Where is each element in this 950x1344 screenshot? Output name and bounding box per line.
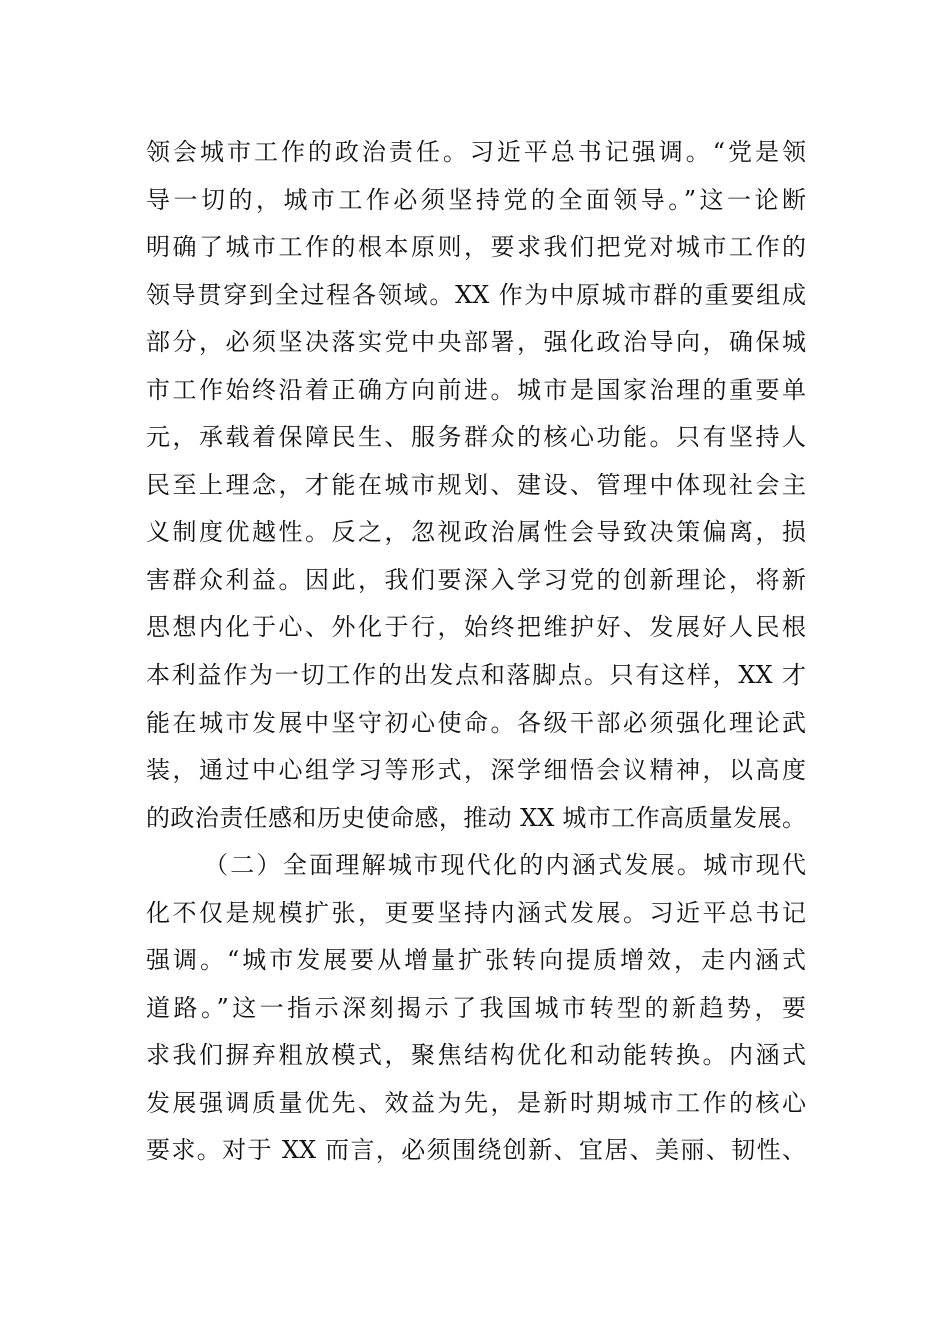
text-line: 领导贯穿到全过程各领域。XX 作为中原城市群的重要组成 (146, 280, 806, 309)
text-line: 本利益作为一切工作的出发点和落脚点。只有这样，XX 才 (146, 661, 806, 690)
document-page-body (146, 131, 806, 1177)
text-line: 市工作始终沿着正确方向前进。城市是国家治理的重要单 (146, 375, 806, 404)
paragraph (146, 844, 806, 1177)
text-line: 强调。“城市发展要从增量扩张转向提质增效，走内涵式 (146, 946, 806, 975)
text-line: （二）全面理解城市现代化的内涵式发展。城市现代 (204, 851, 806, 880)
text-line: 求我们摒弃粗放模式，聚焦结构优化和动能转换。内涵式 (146, 1041, 806, 1070)
text-line: 害群众利益。因此，我们要深入学习党的创新理论，将新 (146, 565, 806, 594)
text-line: 装，通过中心组学习等形式，深学细悟会议精神，以高度 (146, 756, 806, 785)
text-line: 思想内化于心、外化于行，始终把维护好、发展好人民根 (146, 613, 806, 642)
text-line: 民至上理念，才能在城市规划、建设、管理中体现社会主 (146, 470, 806, 499)
text-line: 化不仅是规模扩张，更要坚持内涵式发展。习近平总书记 (146, 898, 806, 927)
paragraph (146, 131, 806, 844)
text-line: 道路。”这一指示深刻揭示了我国城市转型的新趋势，要 (146, 993, 806, 1022)
text-line: 部分，必须坚决落实党中央部署，强化政治导向，确保城 (146, 328, 806, 357)
text-line: 要求。对于 XX 而言，必须围绕创新、宜居、美丽、韧性、 (146, 1136, 806, 1165)
text-line: 的政治责任感和历史使命感，推动 XX 城市工作高质量发展。 (146, 803, 806, 832)
text-line: 领会城市工作的政治责任。习近平总书记强调。“党是领 (146, 138, 806, 166)
text-line: 能在城市发展中坚守初心使命。各级干部必须强化理论武 (146, 708, 806, 737)
text-line: 发展强调质量优先、效益为先，是新时期城市工作的核心 (146, 1088, 806, 1117)
text-line: 义制度优越性。反之，忽视政治属性会导致决策偏离，损 (146, 518, 806, 547)
text-line: 元，承载着保障民生、服务群众的核心功能。只有坚持人 (146, 423, 806, 452)
text-line: 导一切的，城市工作必须坚持党的全面领导。”这一论断 (146, 185, 806, 214)
text-line: 明确了城市工作的根本原则，要求我们把党对城市工作的 (146, 233, 806, 262)
